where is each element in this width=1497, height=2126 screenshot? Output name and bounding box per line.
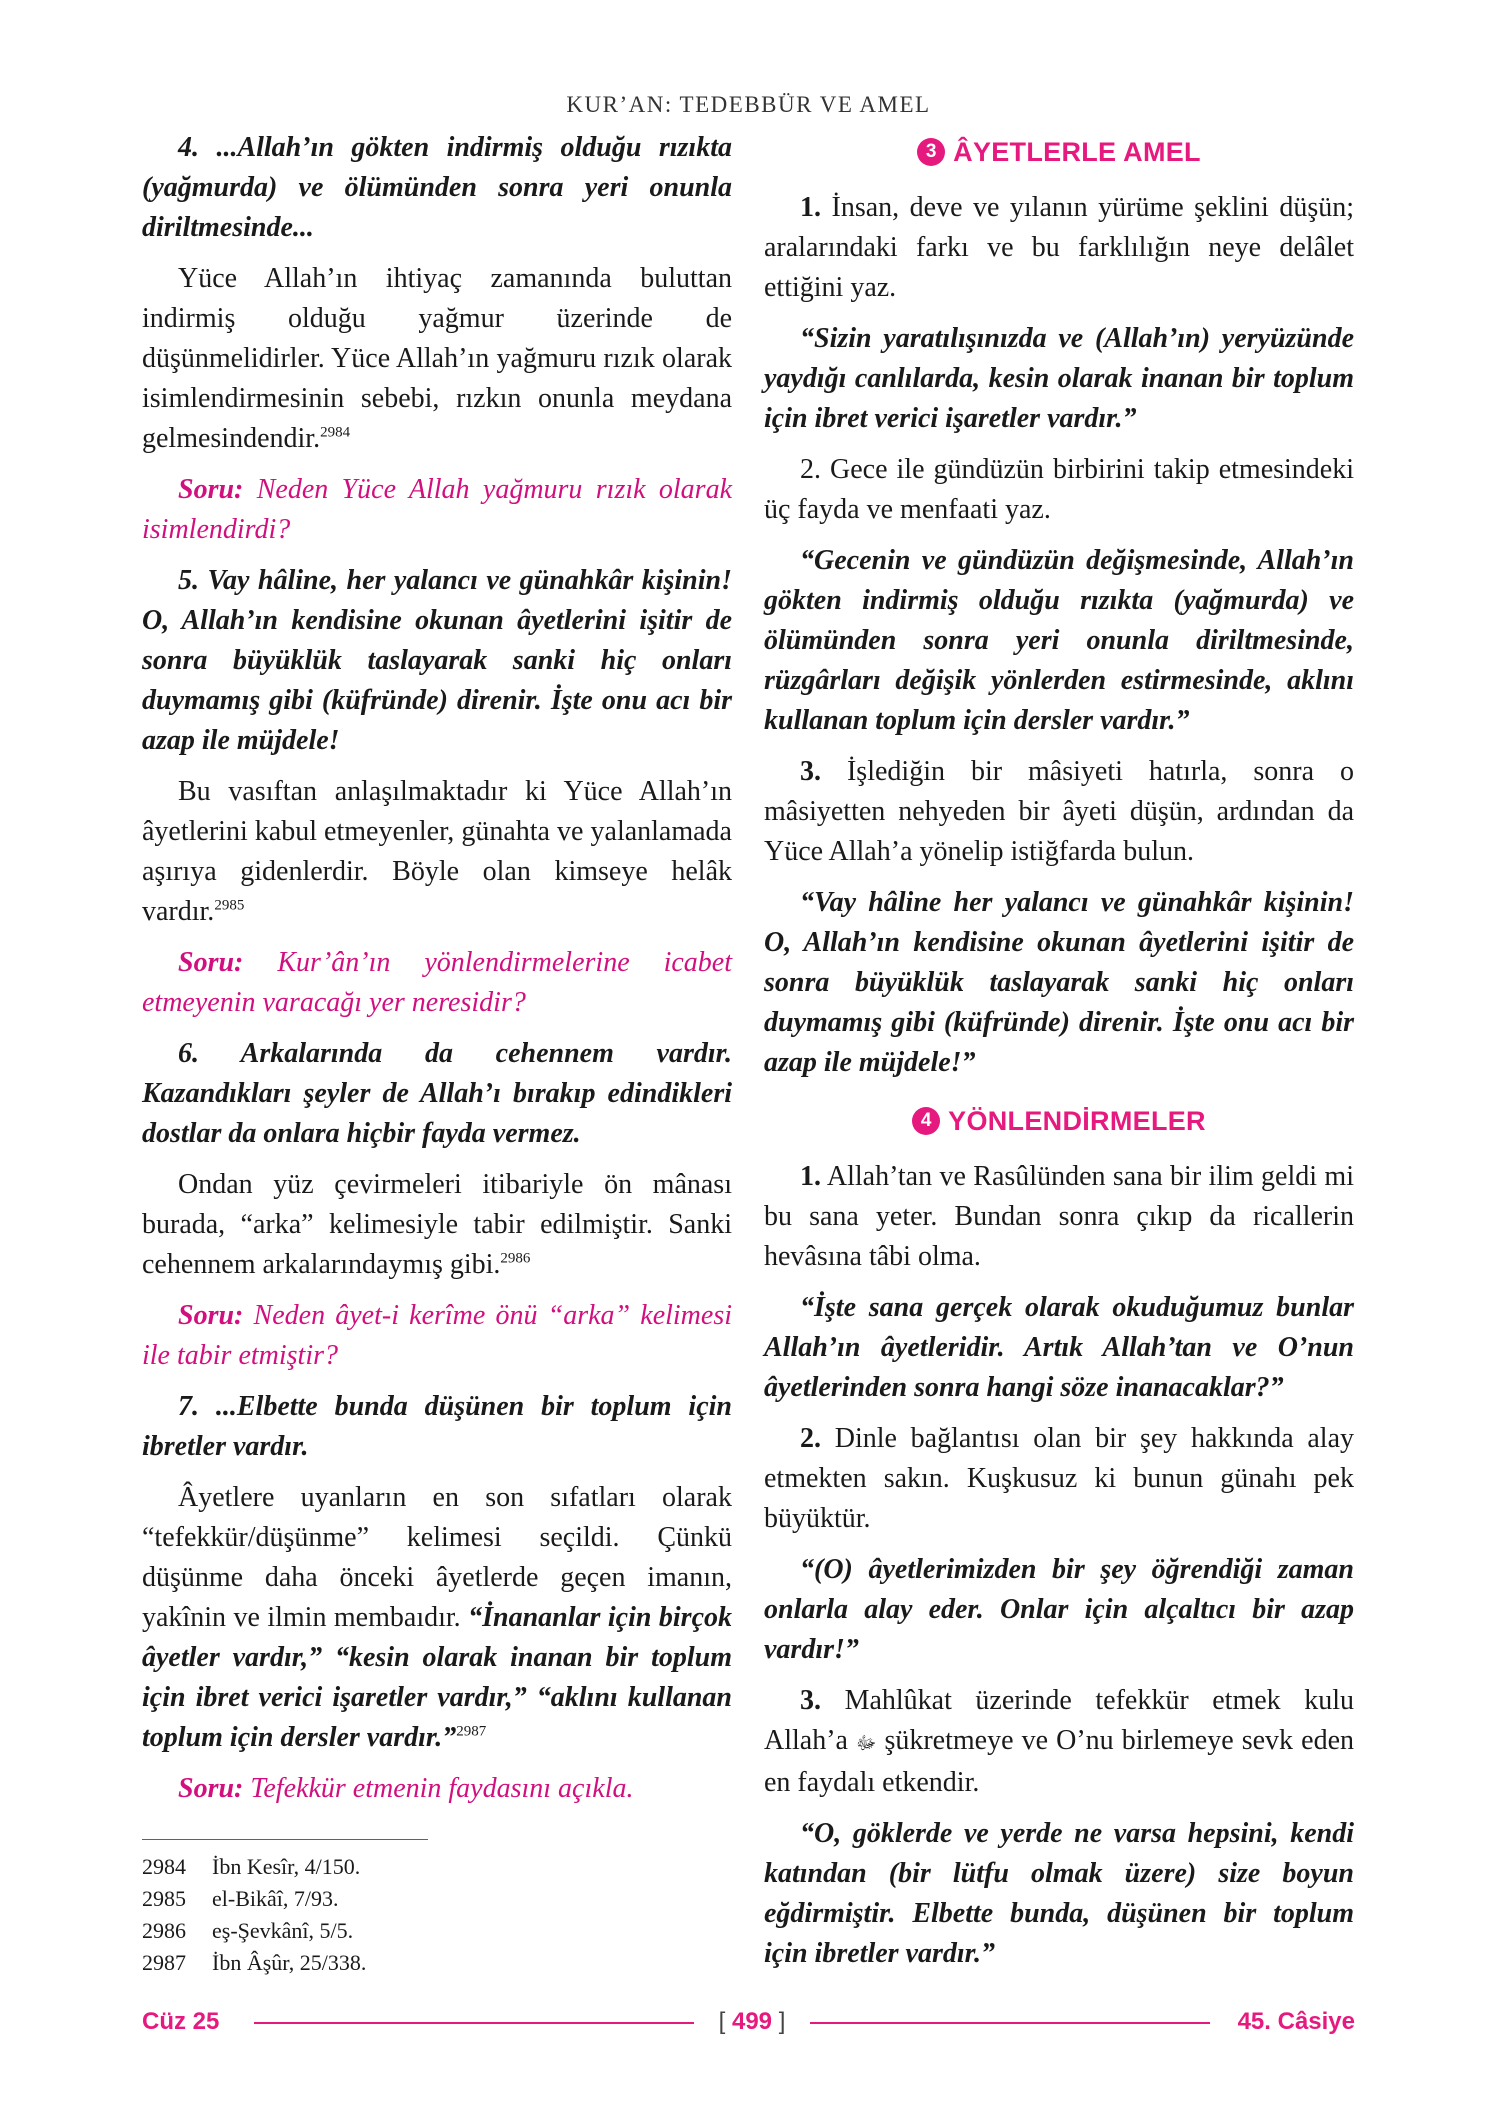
question-3-text: Neden âyet-i kerîme önü “arka” kelimesi ile tabir etmiştir? [142, 1300, 733, 1371]
commentary-7-text: Âyetlere uyanların en son sıfatları olarak “tefekkür/düşünme” kelimesi seçildi. Çünkü düşünme daha önceki âyetlerde geçen imanın, yakînin ve ilmin membaıdır. [142, 1482, 732, 1633]
section-heading-3 [764, 132, 1354, 172]
commentary-4 [142, 259, 732, 459]
item-text: Allah’tan ve Rasûlünden sana bir ilim geldi mi bu sana yeter. Bundan sonra çıkıp da ricallerin hevâsına tâbi olma. [764, 1161, 1354, 1272]
footnote-divider [142, 1839, 428, 1840]
bracket-close: ] [778, 2008, 786, 2035]
verse-5: 5. Vay hâline, her yalancı ve günahkâr kişinin! O, Allah’ın kendisine okunan âyetlerini işitir de sonra büyüklük taslayarak sanki hiç onları duymamış gibi (küfründe) direnir. İşte onu acı bir azap ile müjdele! [142, 565, 732, 756]
question-3 [142, 1296, 732, 1376]
section-title: ÂYETLERLE AMEL [953, 136, 1201, 167]
question-2-text: Kur’ân’ın yönlendirmelerine icabet etmeyenin varacağı yer neresidir? [142, 947, 732, 1018]
guidance-quote-2: “(O) âyetlerimizden bir şey öğrendiği zaman onlarla alay eder. Onlar için alçaltıcı bir azap vardır!” [764, 1554, 1354, 1665]
footnote [142, 1915, 702, 1947]
commentary-4-text: Yüce Allah’ın ihtiyaç zamanında buluttan indirmiş olduğu yağmur üzerinde de düşünmelidirler. Yüce Allah’ın yağmuru rızık olarak isimlendirmesinin sebebi, rızkın onunla meydana gelmesindendir. [142, 263, 732, 454]
amel-quote-2: “Gecenin ve gündüzün değişmesinde, Allah’ın gökten indirmiş olduğu rızıkta (yağmurda) ve ölümünden sonra yeri onunla diriltmesinde, rüzgârları değişik yönlerden estirmesinde, aklını kullanan toplum için dersler vardır.” [764, 545, 1354, 736]
commentary-7-quote: “İnananlar için birçok âyetler vardır,” “kesin olarak inanan bir toplum için ibret verici işaretler vardır,” “aklını kullanan toplum için dersler vardır.” [142, 1602, 733, 1753]
section-title: YÖNLENDİRMELER [948, 1105, 1206, 1136]
question-label: Soru: [178, 947, 244, 978]
footnote [142, 1947, 702, 1979]
amel-item-1 [764, 188, 1354, 308]
item-text: İnsan, deve ve yılanın yürüme şeklini düşün; aralarındaki farkı ve bu farklılığın neye delâlet ettiğini yaz. [764, 192, 1354, 303]
footer-juz: Cüz 25 [142, 2008, 220, 2035]
footnote-ref-2984: 2984 [320, 424, 351, 441]
amel-quote-3: “Vay hâline her yalancı ve günahkâr kişinin! O, Allah’ın kendisine okunan âyetlerini işitir de sonra büyüklük taslayarak sanki hiç onları duymamış gibi (küfründe) direnir. İşte onu acı bir azap ile müjdele!” [764, 887, 1354, 1078]
footnote-text: İbn Âşûr, 25/338. [212, 1950, 367, 1975]
section-number-badge: 3 [917, 138, 945, 166]
footer-rule-left [254, 2022, 694, 2024]
item-number: 3. [800, 756, 821, 787]
guidance-item-1 [764, 1157, 1354, 1277]
question-2 [142, 943, 732, 1023]
question-label: Soru: [178, 1300, 244, 1331]
footer-rule-right [810, 2022, 1210, 2024]
footnote-number: 2984 [142, 1854, 186, 1879]
footnote-number: 2985 [142, 1886, 186, 1911]
page-number: 499 [731, 2008, 773, 2035]
footnote-text: İbn Kesîr, 4/150. [212, 1854, 361, 1879]
amel-quote-1: “Sizin yaratılışınızda ve (Allah’ın) yeryüzünde yaydığı canlılarda, kesin olarak inanan bir toplum için ibret verici işaretler vardır.” [764, 323, 1354, 434]
footnote [142, 1851, 702, 1883]
item-text: İşlediğin bir mâsiyeti hatırla, sonra o mâsiyetten nehyeden bir âyeti düşün, ardından da Yüce Allah’a yönelip istiğfarda bulun. [764, 756, 1355, 867]
footnote-number: 2986 [142, 1918, 186, 1943]
right-column [764, 128, 1354, 1985]
question-label: Soru: [178, 1773, 244, 1804]
question-4-text: Tefekkür etmenin faydasını açıkla. [250, 1773, 634, 1804]
commentary-5 [142, 772, 732, 932]
verse-6: 6. Arkalarında da cehennem vardır. Kazandıkları şeyler de Allah’ı bırakıp edindikleri dostlar da onlara hiçbir fayda vermez. [142, 1038, 732, 1149]
page-footer [142, 2005, 1355, 2039]
amel-item-3 [764, 752, 1354, 872]
question-4 [142, 1769, 732, 1809]
footnote-ref-2985: 2985 [214, 897, 245, 914]
honorific-glyph: ﷻ [856, 1733, 877, 1753]
verse-7: 7. ...Elbette bunda düşünen bir toplum için ibretler vardır. [142, 1391, 732, 1462]
page-number-box [702, 2005, 802, 2039]
footnote-text: el-Bikâî, 7/93. [212, 1886, 339, 1911]
footer-surah: 45. Câsiye [1237, 2008, 1355, 2035]
section-heading-4 [764, 1101, 1354, 1141]
footnote-ref-2987: 2987 [456, 1723, 487, 1740]
item-number: 1. [800, 1161, 821, 1192]
commentary-6 [142, 1165, 732, 1285]
verse-4: 4. ...Allah’ın gökten indirmiş olduğu rızıkta (yağmurda) ve ölümünden sonra yeri onunla diriltmesinde... [142, 132, 732, 243]
guidance-item-2 [764, 1419, 1354, 1539]
footnotes [142, 1851, 702, 1979]
guidance-quote-3: “O, göklerde ve yerde ne varsa hepsini, kendi katından (bir lütfu olmak üzere) size boyun eğdirmiştir. Elbette bunda, düşünen bir toplum için ibretler vardır.” [764, 1818, 1354, 1969]
guidance-quote-1: “İşte sana gerçek olarak okuduğumuz bunlar Allah’ın âyetleridir. Artık Allah’tan ve O’nun âyetlerinden sonra hangi söze inanacaklar?” [764, 1292, 1354, 1403]
item-text-b: şükretmeye ve O’nu birlemeye sevk eden en faydalı etkendir. [764, 1725, 1354, 1798]
item-text: Dinle bağlantısı olan bir şey hakkında alay etmekten sakın. Kuşkusuz ki bunun günahı pek büyüktür. [764, 1423, 1354, 1534]
footnote-number: 2987 [142, 1950, 186, 1975]
question-1 [142, 470, 732, 550]
item-text-a: Mahlûkat üzerinde tefekkür etmek kulu Allah’a [764, 1685, 1354, 1756]
section-number-badge: 4 [912, 1107, 940, 1135]
running-title: KUR’AN: TEDEBBÜR VE AMEL [566, 92, 931, 117]
footnote-text: eş-Şevkânî, 5/5. [212, 1918, 354, 1943]
question-label: Soru: [178, 474, 244, 505]
left-column [142, 128, 732, 1820]
footnote [142, 1883, 702, 1915]
commentary-7 [142, 1478, 732, 1758]
commentary-6-text: Ondan yüz çevirmeleri itibariyle ön mânası burada, “arka” kelimesiyle tabir edilmiştir. Sanki cehennem arkalarındaymış gibi. [142, 1169, 732, 1280]
item-number: 1. [800, 192, 821, 223]
item-number: 2. [800, 1423, 821, 1454]
guidance-item-3 [764, 1681, 1354, 1803]
item-number: 3. [800, 1685, 821, 1716]
footnote-ref-2986: 2986 [500, 1250, 531, 1267]
commentary-5-text: Bu vasıftan anlaşılmaktadır ki Yüce Allah’ın âyetlerini kabul etmeyenler, günahta ve yalanlamada aşırıya gidenlerdir. Böyle olan kimseye helâk vardır. [142, 776, 732, 927]
amel-item-2: 2. Gece ile gündüzün birbirini takip etmesindeki üç fayda ve menfaati yaz. [764, 454, 1354, 525]
bracket-open: [ [718, 2008, 726, 2035]
question-1-text: Neden Yüce Allah yağmuru rızık olarak isimlendirdi? [142, 474, 733, 545]
